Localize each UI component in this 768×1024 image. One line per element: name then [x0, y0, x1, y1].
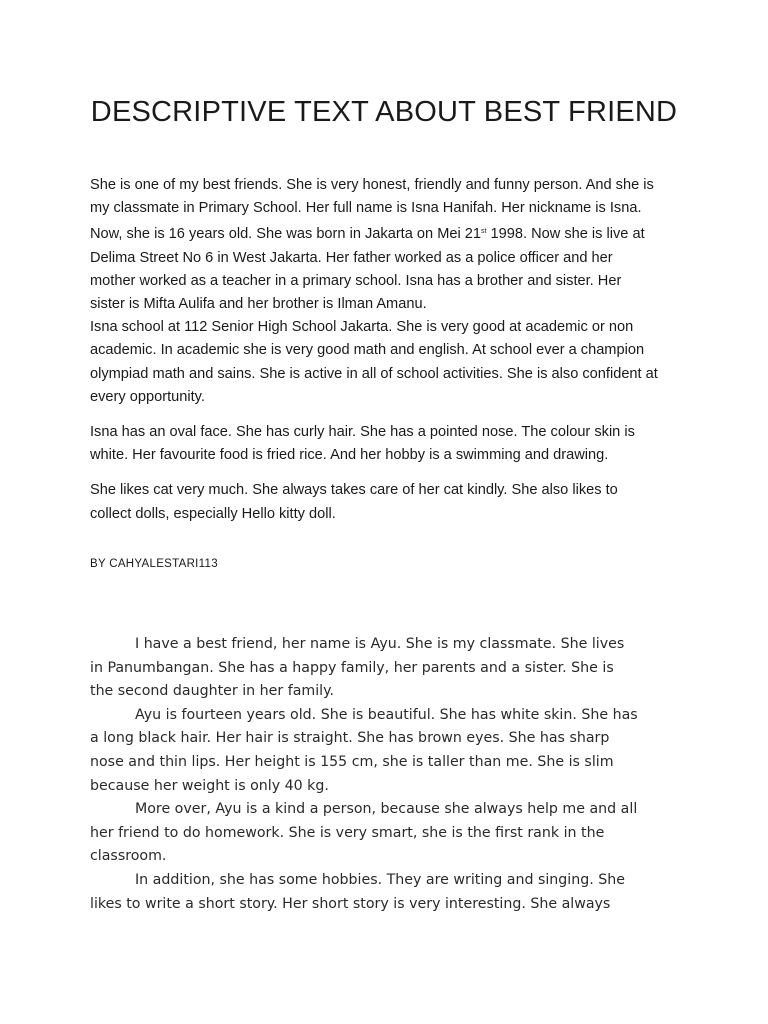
first-essay-paragraph-2: Isna school at 112 Senior High School Jakarta. She is very good at academic or non academic. In academic she is very good math and english. At school ever a champion olympiad math and sains. She is active in all of school activities. She is also confident at every opportunity.	[90, 319, 658, 405]
first-essay-paragraph-4: She likes cat very much. She always takes care of her cat kindly. She also likes to collect dolls, especially Hello kitty doll.	[90, 482, 618, 522]
first-essay-paragraph-1: She is one of my best friends. She is very honest, friendly and funny person. And she is my classmate in Primary School. Her full name is Isna Hanifah. Her nickname is Isna. Now, she is 16 years old. She was born in Jakarta on Mei 21st 1998. Now she is live at Delima Street No 6 in West Jakarta. Her father worked as a police officer and her mother worked as a teacher in a primary school. Isna has a brother and sister. Her sister is Mifta Aulifa and her brother is Ilman Amanu.	[90, 177, 654, 313]
second-essay-paragraph-3: More over, Ayu is a kind a person, because she always help me and all her friend to do homework. She is very smart, she is the first rank in the classroom.	[90, 801, 638, 865]
second-essay	[90, 633, 670, 916]
second-essay-paragraph-2: Ayu is fourteen years old. She is beautiful. She has white skin. She has a long black hair. Her hair is straight. She has brown eyes. She has sharp nose and thin lips. Her height is 155 cm, she is taller than me. She is slim because her weight is only 40 kg.	[90, 706, 638, 794]
ordinal-suffix: st	[481, 228, 487, 236]
author-byline: BY CAHYALESTARI113	[90, 558, 218, 570]
first-essay	[90, 174, 690, 526]
second-essay-paragraph-4: In addition, she has some hobbies. They are writing and singing. She likes to write a short story. Her short story is very interesting. She always	[90, 871, 625, 912]
document-title: DESCRIPTIVE TEXT ABOUT BEST FRIEND	[90, 96, 678, 128]
second-essay-paragraph-1: I have a best friend, her name is Ayu. She is my classmate. She lives in Panumbangan. She has a happy family, her parents and a sister. She is the second daughter in her family.	[90, 636, 625, 700]
first-essay-paragraph-3: Isna has an oval face. She has curly hair. She has a pointed nose. The colour skin is white. Her favourite food is fried rice. And her hobby is a swimming and drawing.	[90, 424, 635, 464]
